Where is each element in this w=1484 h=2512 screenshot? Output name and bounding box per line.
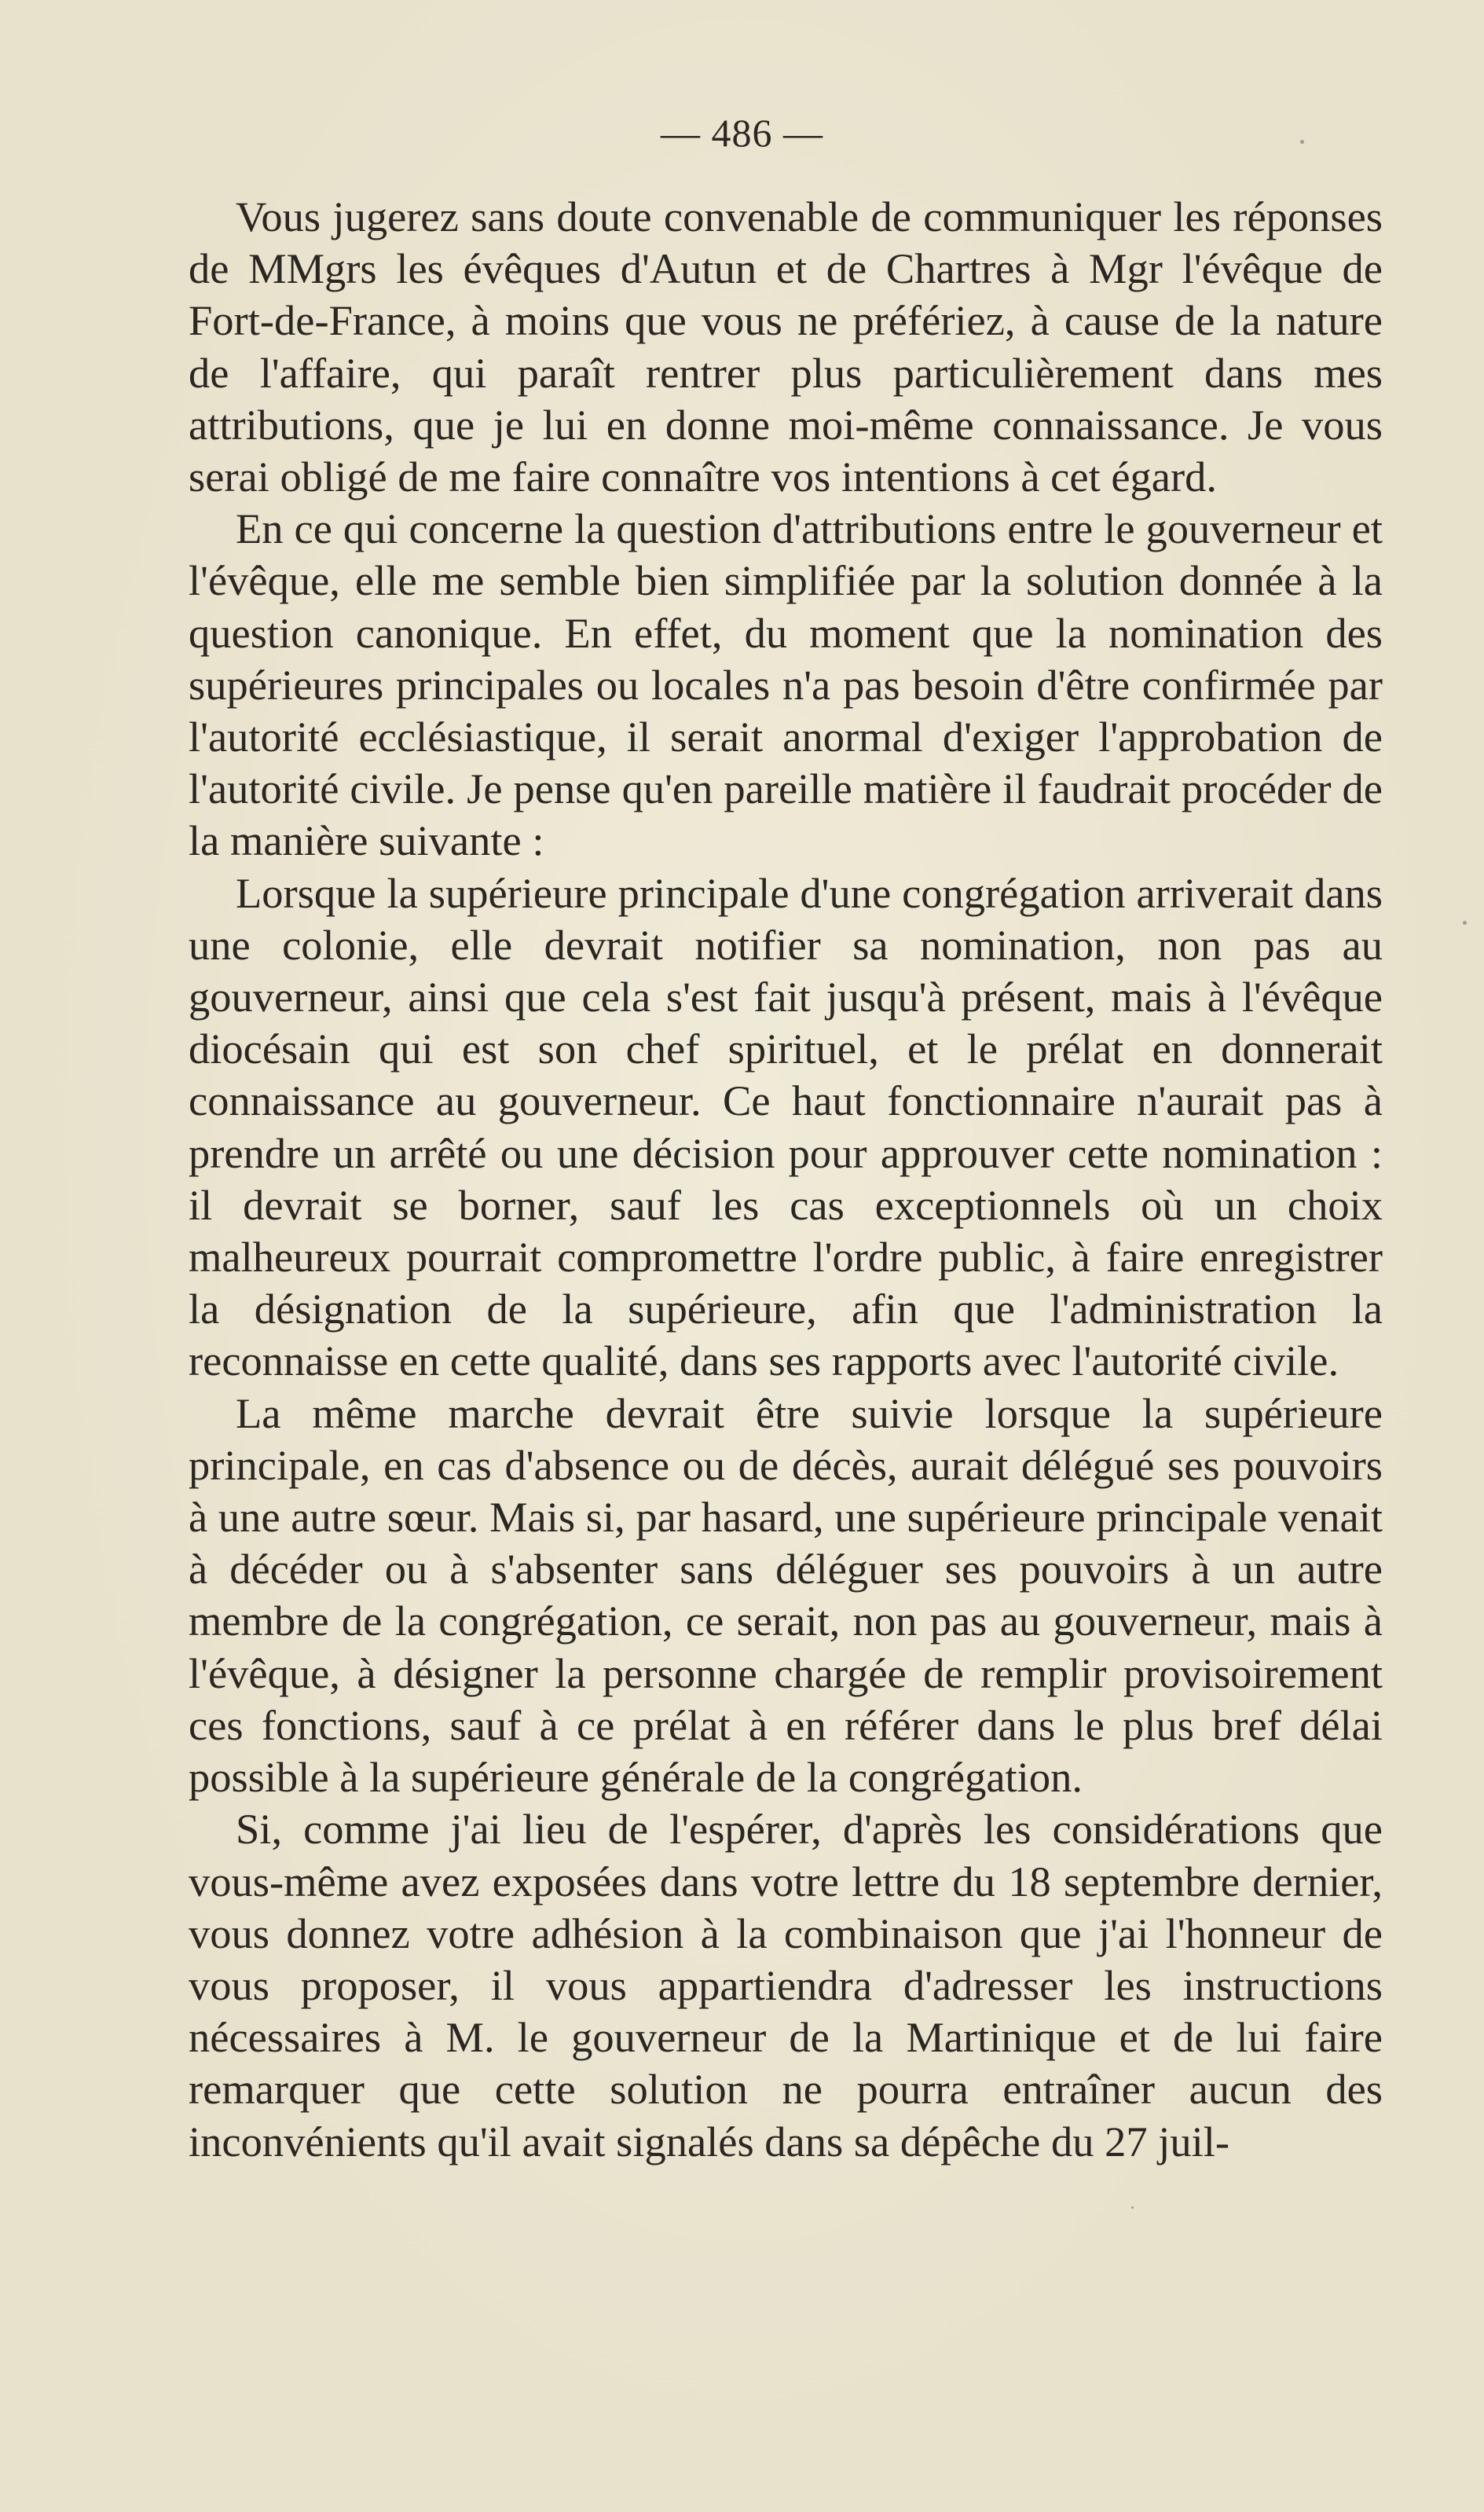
paper-speck [1300,140,1304,144]
page-number: — 486 — [661,111,823,155]
paper-speck [1131,2206,1134,2209]
paragraph-3: Lorsque la supérieure principale d'une congrégation arriverait dans une colonie, elle devrait notifier sa nomination, non pas au gouverneur, ainsi que cela s'est fait jusqu'à présent, mais à l'évêque diocésain qui est son chef spirituel, et le prélat en donnerait connaissance au gouverneur. Ce haut fonctionnaire n'aurait pas à prendre un arrêté ou une décision pour approuver cette nomination : il devrait se borner, sauf les cas exceptionnels où un choix malheureux pourrait compromettre l'ordre public, à faire enregistrer la désignation de la supérieure, afin que l'administration la reconnaisse en cette qualité, dans ses rapports avec l'autorité civile. [189,868,1383,1385]
paragraph-1: Vous jugerez sans doute convenable de communiquer les réponses de MMgrs les évêques d'Autun et de Chartres à Mgr l'évêque de Fort-de-France, à moins que vous ne préfériez, à cause de la nature de l'affaire, qui paraît rentrer plus particulièrement dans mes attributions, que je lui en donne moi-même connaissance. Je vous serai obligé de me faire connaître vos intentions à cet égard. [189,193,1383,501]
paper-speck [1463,921,1467,925]
paragraph-2: En ce qui concerne la question d'attributions entre le gouverneur et l'évêque, elle me semble bien simplifiée par la solution donnée à la question canonique. En effet, du moment que la nomination des supérieures principales ou locales n'a pas besoin d'être confirmée par l'autorité ecclésiastique, il serait anormal d'exiger l'approbation de l'autorité civile. Je pense qu'en pareille matière il faudrait procéder de la manière suivante : [189,504,1383,865]
paragraph-5: Si, comme j'ai lieu de l'espérer, d'après les considérations que vous-même avez exposées dans votre lettre du 18 septembre dernier, vous donnez votre adhésion à la combinaison que j'ai l'honneur de vous proposer, il vous appartiendra d'adresser les instructions nécessaires à M. le gouverneur de la Martinique et de lui faire remarquer que cette solution ne pourra entraîner aucun des inconvénients qu'il avait signalés dans sa dépêche du 27 juil- [189,1805,1383,2165]
body-text [189,191,1383,2168]
paragraph-4: La même marche devrait être suivie lorsque la supérieure principale, en cas d'absence ou de décès, aurait délégué ses pouvoirs à une autre sœur. Mais si, par hasard, une supérieure principale venait à décéder ou à s'absenter sans déléguer ses pouvoirs à un autre membre de la congrégation, ce serait, non pas au gouverneur, mais à l'évêque, à désigner la personne chargée de remplir provisoirement ces fonctions, sauf à ce prélat à en référer dans le plus bref délai possible à la supérieure générale de la congrégation. [189,1388,1383,1802]
